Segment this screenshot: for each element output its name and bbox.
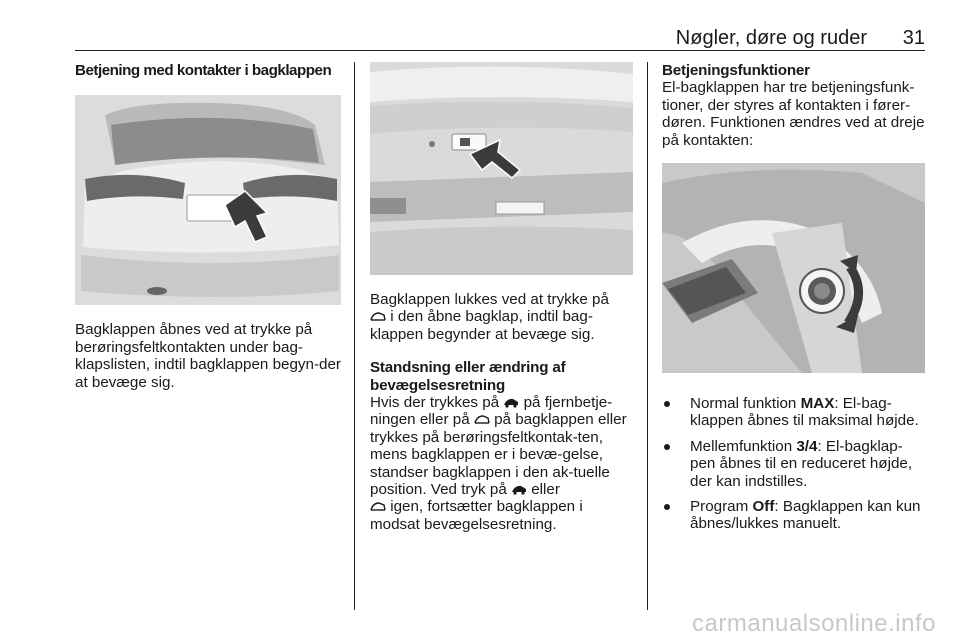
list-item: Program Off: Bagklappen kan kun åbnes/lukkes manuelt. — [662, 498, 927, 533]
column-divider — [647, 62, 648, 610]
list-item: Mellemfunktion 3/4: El-bagklap-pen åbnes til en reduceret højde, der kan indstilles. — [662, 438, 927, 490]
col2-para2: Hvis der trykkes på på fjernbetje-ningen eller på på bagklappen eller trykkes på berøringsfeltkontak-ten, mens bagklappen er i bevæ-gelse, standser bagklappen i den ak-tuelle position. Ved tryk på eller igen, fortsætter bagklappen i modsat bevægelsesretning. — [370, 394, 627, 533]
section-heading: Betjening med kontakter i bagklappen — [75, 62, 332, 79]
driver-door-switch-illustration — [662, 163, 925, 373]
rear-car-illustration — [75, 95, 341, 305]
col2-para1: Bagklappen lukkes ved at trykke på i den åbne bagklap, indtil bag-klappen begynder at bevæge sig. — [370, 291, 609, 343]
section-heading: Standsning eller ændring af bevægelsesretning — [370, 359, 566, 394]
column-2 — [370, 62, 633, 533]
column-divider — [354, 62, 355, 610]
bullet-icon — [664, 504, 670, 510]
column-1 — [75, 62, 341, 391]
page-header — [75, 26, 925, 51]
car-remote-symbol-icon — [503, 397, 519, 408]
tailgate-symbol-icon — [370, 501, 386, 512]
col1-body: Bagklappen åbnes ved at trykke på berøringsfeltkontakten under bag-klapslisten, indtil bagklappen begyn-der at bevæge sig. — [75, 321, 341, 391]
page-title: Nøgler, døre og ruder — [675, 27, 867, 49]
column-3 — [662, 62, 927, 541]
bullet-icon — [664, 401, 670, 407]
page-number: 31 — [902, 27, 925, 49]
list-item: Normal funktion MAX: El-bag-klappen åbnes til maksimal højde. — [662, 395, 927, 430]
tailgate-underside-illustration — [370, 62, 633, 275]
function-list — [662, 395, 927, 533]
car-remote-symbol-icon — [511, 484, 527, 495]
tailgate-symbol-icon — [474, 414, 490, 425]
section-heading: Betjeningsfunktioner — [662, 62, 810, 79]
tailgate-symbol-icon — [370, 311, 386, 322]
col3-intro: El-bagklappen har tre betjeningsfunk-tioner, der styres af kontakten i fører-døren. Funktionen ændres ved at dreje på kontakten: — [662, 79, 925, 149]
bullet-icon — [664, 444, 670, 450]
watermark: carmanualsonline.info — [692, 610, 936, 637]
